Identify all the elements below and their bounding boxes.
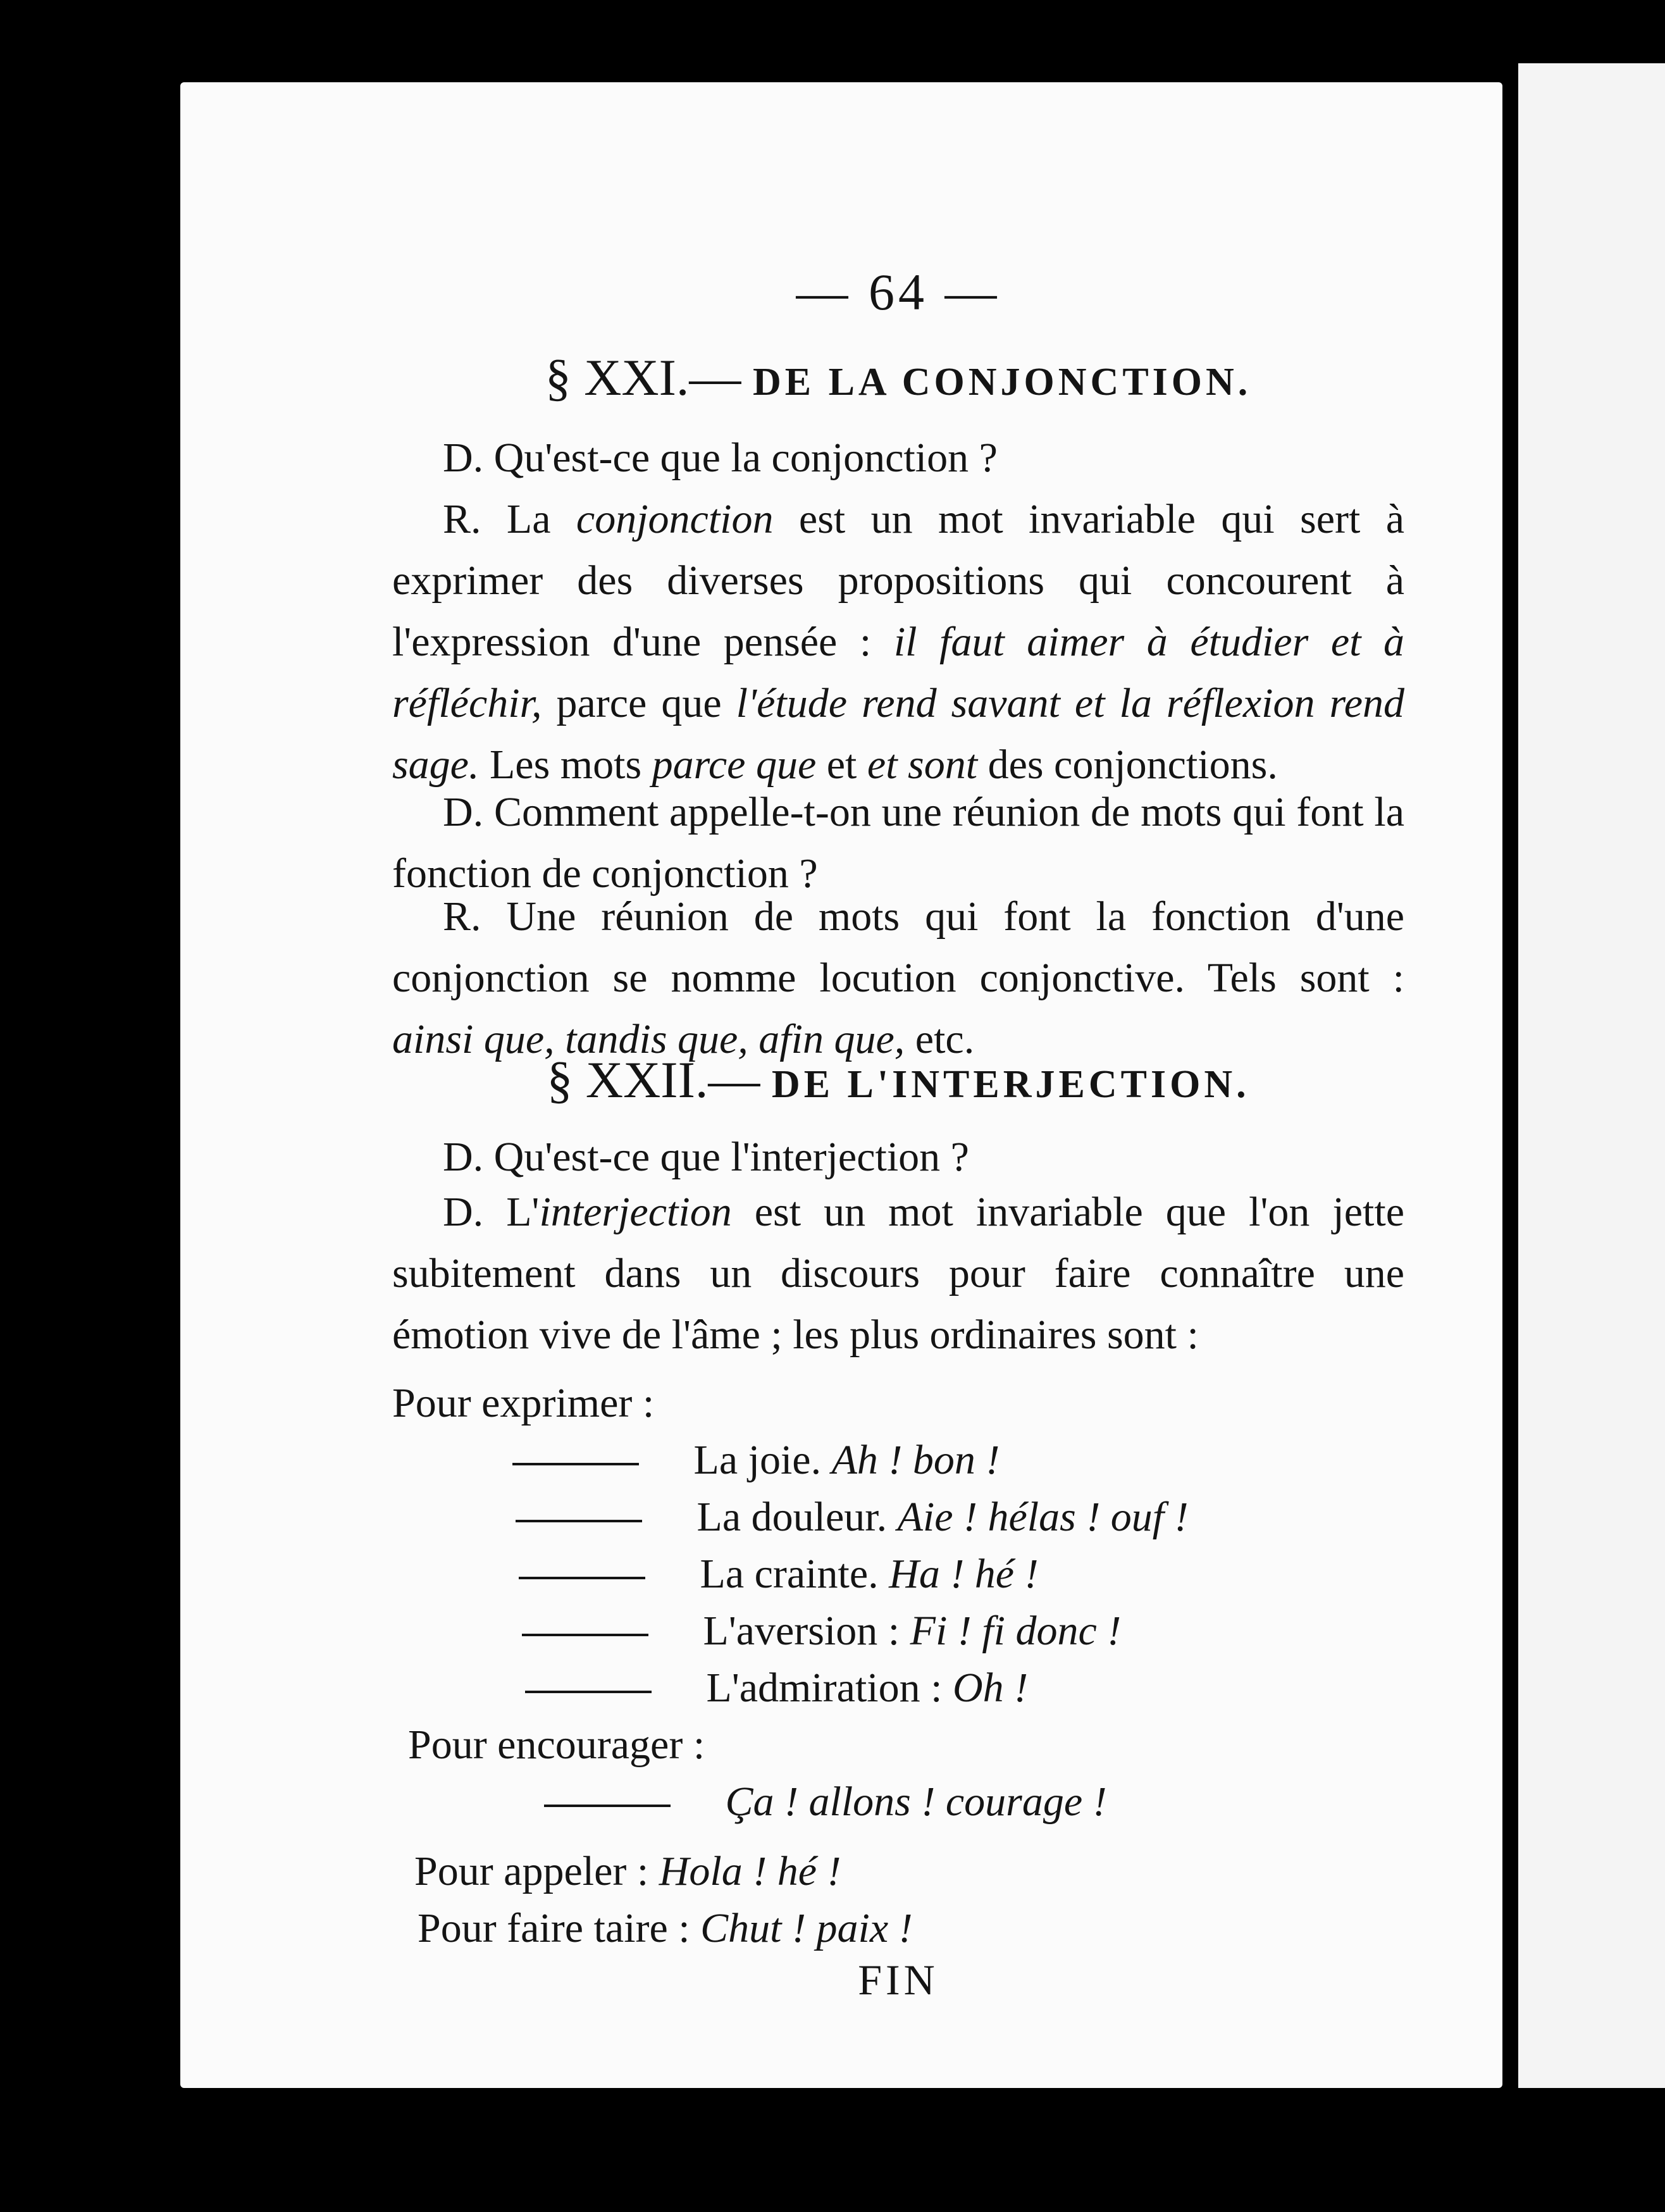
- answer-tail: etc.: [915, 1016, 975, 1062]
- book-page: [180, 82, 1502, 2088]
- answer-examples: ainsi que, tandis que, afin que,: [392, 1016, 905, 1062]
- express-label: L'admiration :: [706, 1665, 943, 1711]
- silence-label: Pour faire taire :: [418, 1905, 690, 1951]
- express-heading: Pour exprimer :: [392, 1380, 655, 1426]
- answer-text: et: [826, 742, 857, 788]
- answer-text: est un mot invariable qui sert à exprimer des diverses propositions qui concourent à l'expression d'une pensée :: [392, 496, 1405, 665]
- answer-text: L': [506, 1189, 540, 1235]
- silence-example: Chut ! paix !: [700, 1905, 913, 1951]
- fin-mark: FIN: [858, 1956, 939, 2004]
- express-item: [522, 1607, 1121, 1655]
- encourage-example: Ça ! allons ! courage !: [725, 1779, 1107, 1825]
- section-title-conjonction: [392, 348, 1404, 407]
- dash-rule: [525, 1691, 652, 1693]
- section-heading: DE L'INTERJECTION.: [771, 1063, 1250, 1106]
- answer-italic: l'étude rend savant et la réflexion rend sage.: [392, 680, 1405, 788]
- question-text: Qu'est-ce que l'interjection ?: [493, 1134, 969, 1180]
- question-interjection: [392, 1126, 1404, 1188]
- dash-rule: [544, 1805, 671, 1807]
- question-conjonction: [392, 427, 1404, 488]
- answer-text: La: [506, 496, 551, 542]
- express-item: [512, 1436, 1000, 1484]
- question-label: D.: [443, 435, 484, 481]
- express-item: [516, 1493, 1189, 1541]
- question-text: Comment appelle-t-on une réunion de mots qui font la fonction de conjonction ?: [392, 789, 1405, 897]
- express-example: Aie ! hélas ! ouf !: [897, 1494, 1189, 1540]
- answer-conjonction: [392, 488, 1404, 795]
- answer-italic: interjection: [539, 1189, 732, 1235]
- answer-text: Les mots: [489, 742, 642, 788]
- answer-label: D.: [443, 1189, 484, 1235]
- encourage-heading: Pour encourager :: [408, 1722, 705, 1768]
- question-text: Qu'est-ce que la conjonction ?: [493, 435, 998, 481]
- call-label: Pour appeler :: [414, 1848, 649, 1894]
- answer-text: des conjonctions.: [987, 742, 1278, 788]
- answer-label: R.: [443, 496, 481, 542]
- question-label: D.: [443, 1134, 484, 1180]
- answer-locution: [392, 886, 1404, 1070]
- dash-rule: [522, 1634, 648, 1636]
- dash-rule: [519, 1577, 645, 1579]
- page-number: — 64 —: [796, 263, 1001, 321]
- adjacent-page-edge: [1518, 63, 1665, 2088]
- answer-label: R.: [443, 893, 481, 940]
- express-example: Oh !: [952, 1665, 1029, 1711]
- express-item: [519, 1550, 1039, 1598]
- express-label: La joie.: [693, 1437, 822, 1483]
- encourage-item: [544, 1778, 1107, 1826]
- express-example: Ha ! hé !: [889, 1551, 1039, 1597]
- call-line: [414, 1848, 841, 1896]
- silence-line: [418, 1904, 913, 1953]
- express-label: La douleur.: [696, 1494, 888, 1540]
- question-label: D.: [443, 789, 484, 835]
- express-example: Ah ! bon !: [831, 1437, 1000, 1483]
- section-number: § XXII.—: [547, 1051, 760, 1109]
- dash-rule: [516, 1520, 642, 1522]
- section-heading: DE LA CONJONCTION.: [752, 361, 1252, 404]
- express-label: L'aversion :: [703, 1608, 900, 1654]
- dash-rule: [512, 1463, 639, 1465]
- section-title-interjection: [392, 1050, 1404, 1110]
- section-number: § XXI.—: [545, 349, 741, 406]
- answer-italic: et sont: [867, 742, 978, 788]
- express-item: [525, 1664, 1028, 1712]
- answer-text: Une réunion de mots qui font la fonction d'une conjonction se nomme locution conjonctive. Tels sont :: [392, 893, 1404, 1001]
- call-example: Hola ! hé !: [659, 1848, 841, 1894]
- answer-italic: parce que: [652, 742, 817, 788]
- answer-text: est un mot invariable que l'on jette subitement dans un discours pour faire connaître une émotion vive de l'âme ; les plus ordinaires sont :: [392, 1189, 1405, 1358]
- express-example: Fi ! fi donc !: [910, 1608, 1122, 1654]
- answer-italic: conjonction: [576, 496, 774, 542]
- answer-italic: il faut aimer à étudier et à réfléchir,: [392, 619, 1405, 726]
- answer-interjection: [392, 1181, 1404, 1365]
- express-label: La crainte.: [700, 1551, 879, 1597]
- answer-text: parce que: [556, 680, 722, 726]
